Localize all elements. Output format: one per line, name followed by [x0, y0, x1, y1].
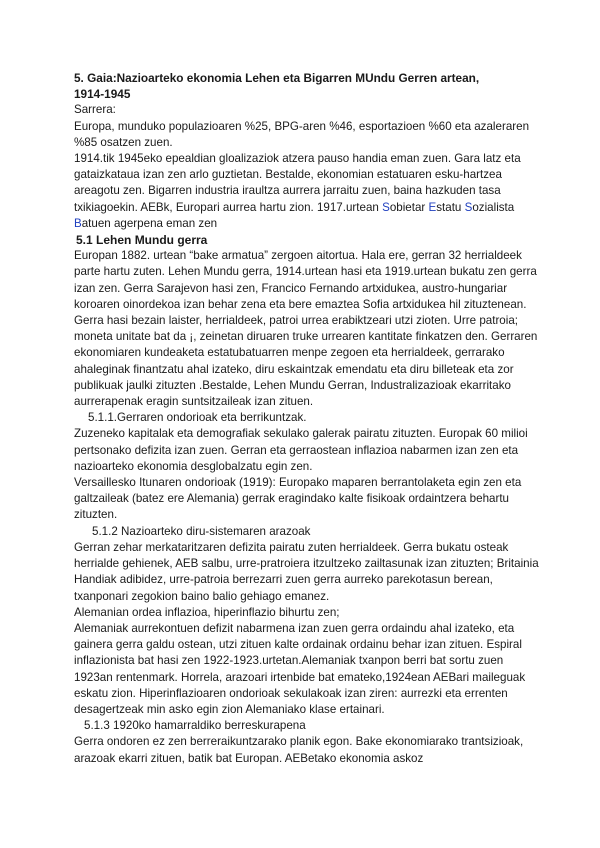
section-heading-5-1: 5.1 Lehen Mundu gerra: [76, 233, 208, 248]
title-line-2: 1914-1945: [74, 87, 131, 102]
section-5-1-1-paragraph-1: Zuzeneko kapitalak eta demografiak sekulako galerak pairatu zituzten. Europak 60 milioi pertsonako defizita izan zuen. Gerran eta gerraostean inflazioa nabarmen izan zen eta nazioarteko ekonomia desglobalzatu egin zen.: [74, 427, 528, 473]
document-title: [74, 70, 540, 102]
section-heading-5-1-2: 5.1.2 Nazioarteko diru-sistemaren arazoak: [92, 524, 311, 538]
ussr-word-4: atuen agerpena eman zen: [81, 216, 218, 230]
intro-paragraph-2-text: 1914.tik 1945eko epealdian gloalizaziok atzera pauso handia eman zuen. Gara latz eta gataizkataua izan zen arlo guztietan. Bestalde, ekonomian estatuaren esku-hartzea areagotu zen. Bigarren industria iraultza aurrera jarraitu zuen, baina hazkuden tasa txikiagoekin. AEBk, Europari aurrea hartu zion. 1917.urtean: [74, 152, 521, 214]
section-5-1-paragraph: Europan 1882. urtean “bake armatua” zergoen aitortua. Hala ere, gerran 32 herrialdeek parte hartu zuten. Lehen Mundu gerra, 1914.urtean hasi eta 1919.urtean bukatu zen gerra izan zen. Gerra Sarajevon hasi zen, Francico Fernando artxidukea, austro-hungariar koroaren oinordekoa izan behar zena eta bere emaztea Sofia artxidukea hil zituztenean. Gerra hasi bezain laister, herrialdeek, patroi urrea erabiktzeari utzi zioten. Urre patroia; moneta unitate bat da ¡, zeinetan diruaren truke urrearen kantitate finkatzen den. Gerraren ekonomiaren kundeaketa estatubatuarren menpe zegoen eta herrialdeek, gerrarako ahaleginak finantzatu ahal izateko, diru eskaintzak emendatu eta diru billeteak eta zor publikuak jaulki zituzten .Bestalde, Lehen Mundu Gerran, Industralizazioak ekarritako aurrerapenak eragin suntsitzaileak izan zituen.: [74, 249, 538, 409]
intro-label: Sarrera:: [74, 103, 116, 117]
ussr-word-2: statu: [436, 200, 462, 214]
ussr-initial-s: S: [382, 200, 390, 214]
section-5-1-2-paragraph-2: Alemanian ordea inflazioa, hiperinflazio bihurtu zen;: [74, 605, 340, 619]
section-heading-5-1-3: 5.1.3 1920ko hamarraldiko berreskurapena: [84, 719, 306, 733]
ussr-initial-e: E: [428, 200, 437, 214]
ussr-initial-s2: S: [464, 200, 473, 214]
title-line-1: 5. Gaia:Nazioarteko ekonomia Lehen eta Bigarren MUndu Gerren artean,: [74, 71, 480, 85]
ussr-word-1: obietar: [389, 200, 426, 214]
section-5-1-3-paragraph: Gerra ondoren ez zen berreraikuntzarako planik egon. Bake ekonomiarako trantsizioak, arazoak ekarri zituen, batik bat Europan. AEBetako ekonomia askoz: [74, 735, 524, 765]
section-5-1-2-paragraph-1: Gerran zehar merkataritzaren defizita pairatu zuten herrialdeek. Gerra bukatu osteak herrialde gehienek, AEB salbu, urre-pratroiera itzultzeko zailtasunak izan zituzten; Britainia Handiak adibidez, urre-patroia berrezarri zuen gerra aurreko parekotasun berean, txanponari zegokion baino balio gehiago emanez.: [74, 540, 539, 603]
section-heading-5-1-1: 5.1.1.Gerraren ondorioak eta berrikuntzak.: [88, 411, 307, 425]
ussr-word-3: ozialista: [472, 200, 515, 214]
section-5-1-1-paragraph-2: Versaillesko Itunaren ondorioak (1919): Europako maparen berrantolaketa egin zen eta galtzaileak (batez ere Alemania) gerrak eragindako kalte fisikoak ordaintzera behartu zituzten.: [74, 476, 522, 522]
intro-paragraph-1: Europa, munduko populazioaren %25, BPG-aren %46, esportazioen %60 eta azaleraren %85 osatzen zuen.: [74, 119, 530, 149]
section-5-1-2-paragraph-3: Alemaniak aurrekontuen defizit nabarmena izan zuen gerra ordaindu ahal izateko, eta gainera gerra galdu ostean, utzi zituen kalte ordainak ordainu behar izan zituen. Espiral inflazionista bat hasi zen 1922-1923.urtetan.Alemaniak txanpon berri bat sortu zuen 1923an rentenmark. Horrela, arazoari irtenbide bat emateko,1924ean AEBari maileguak eskatu zion. Hiperinflazioaren ondorioak sekulakoak izan ziren: aurrezki eta errenten desagertzeak min asko egin zion Alemaniako klase ertainari.: [74, 621, 526, 716]
ussr-initial-b: B: [74, 216, 82, 230]
intro-paragraph-2: [74, 151, 540, 232]
